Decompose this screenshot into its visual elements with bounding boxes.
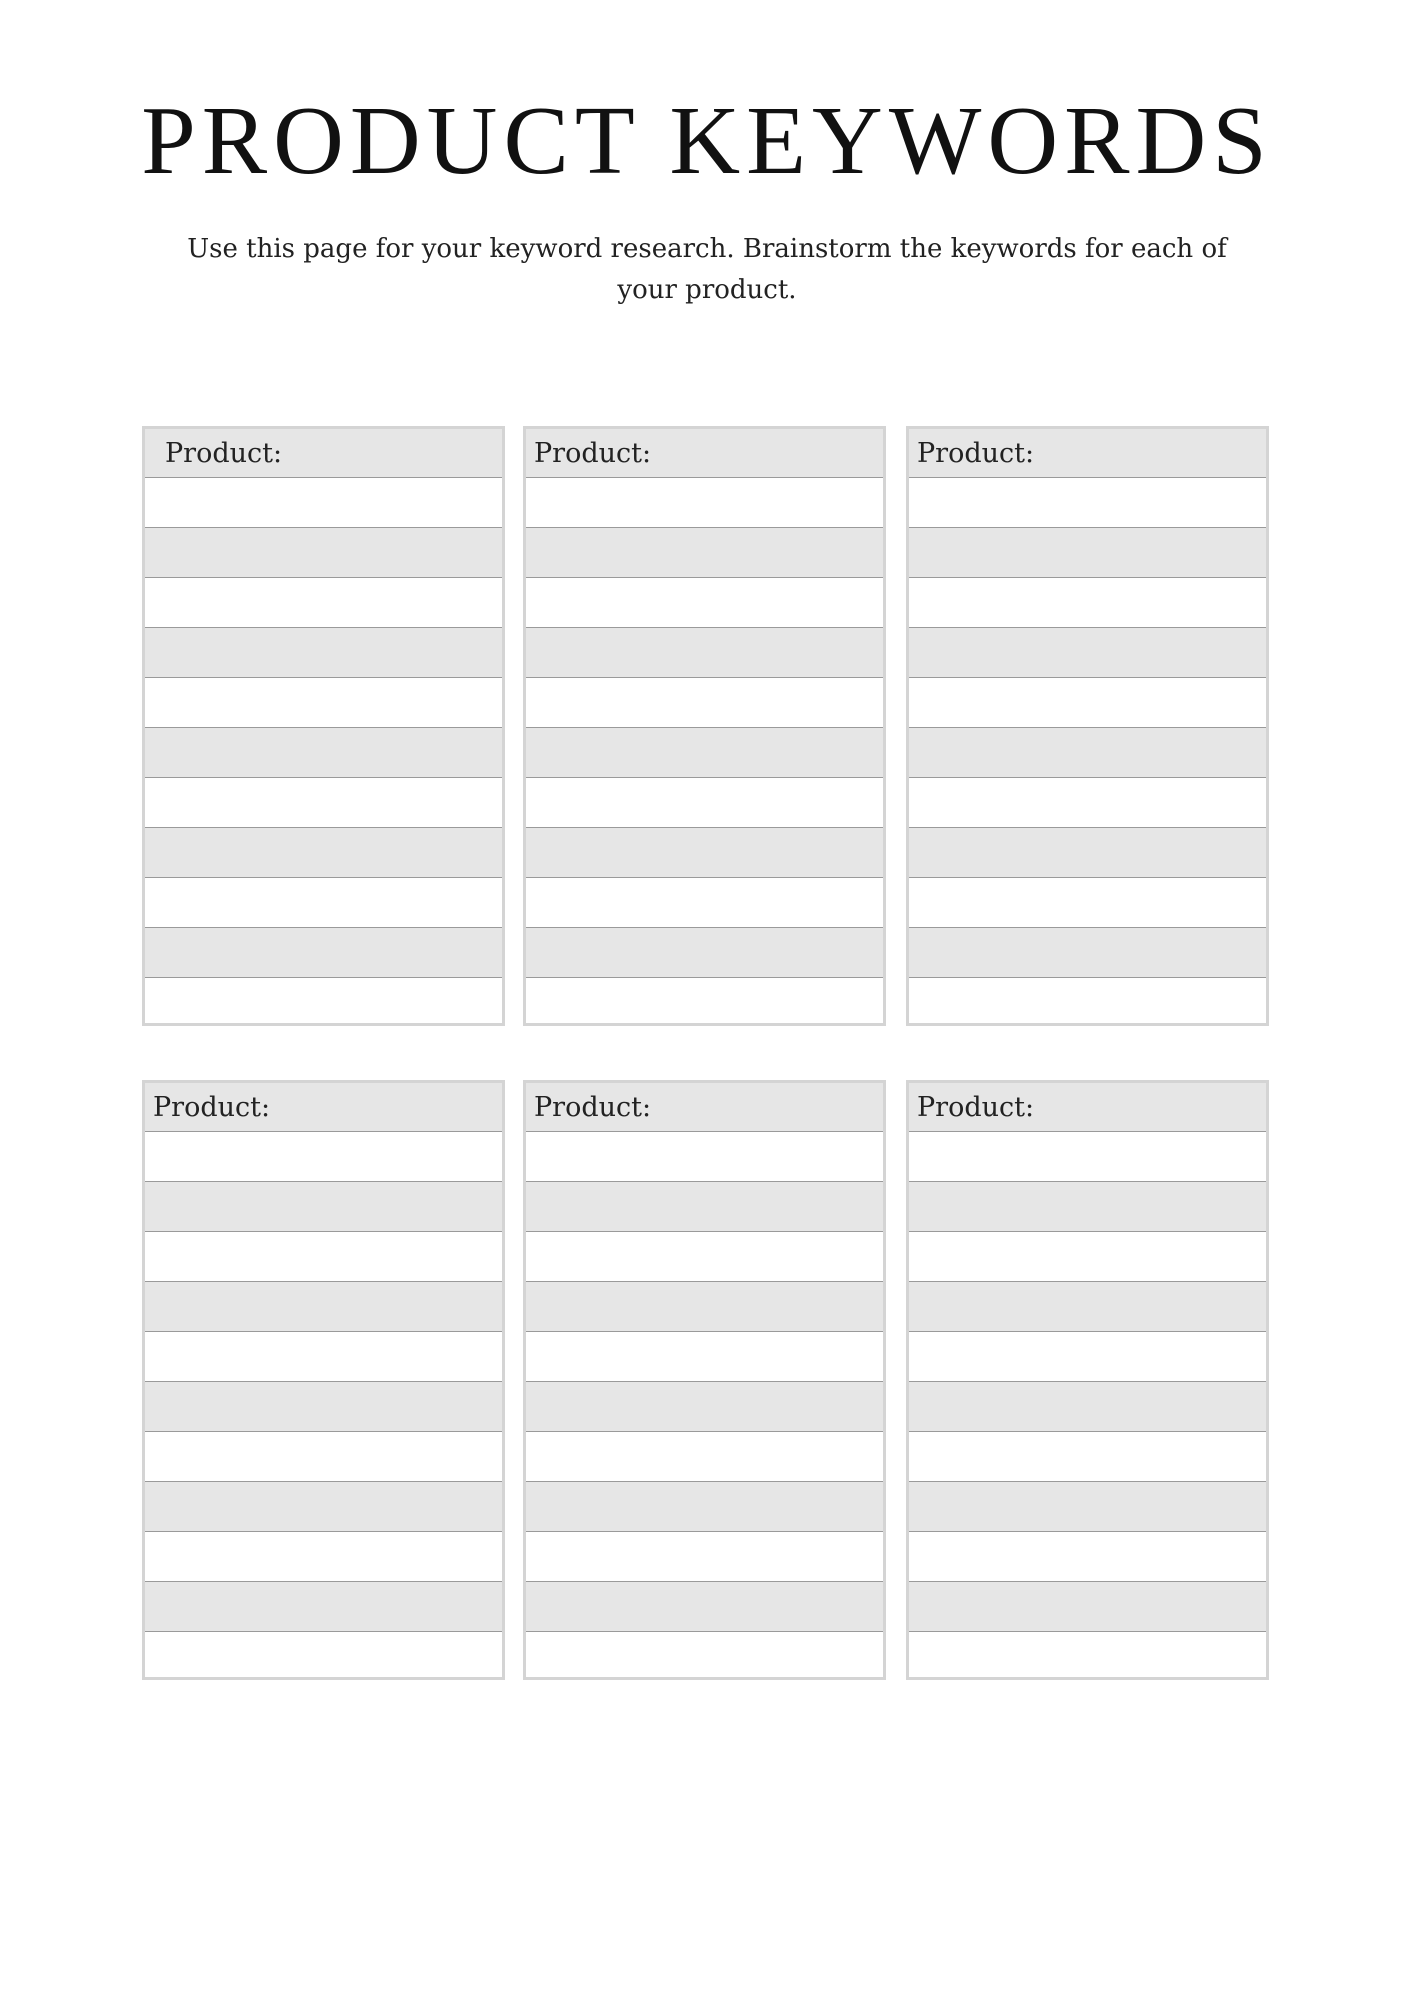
product-label[interactable]: Product: (145, 1083, 502, 1132)
keyword-row[interactable] (526, 478, 883, 528)
keyword-row[interactable] (909, 628, 1266, 678)
keyword-table-3 (906, 426, 1269, 1026)
keyword-row[interactable] (526, 1132, 883, 1182)
keyword-table-1 (142, 426, 505, 1026)
keyword-row[interactable] (526, 828, 883, 878)
keyword-row[interactable] (145, 1382, 502, 1432)
keyword-row[interactable] (909, 1632, 1266, 1682)
product-label[interactable]: Product: (909, 1083, 1266, 1132)
page-title: PRODUCT KEYWORDS (141, 87, 1273, 195)
keyword-row[interactable] (145, 728, 502, 778)
keyword-row[interactable] (145, 828, 502, 878)
keyword-row[interactable] (909, 1182, 1266, 1232)
keyword-row[interactable] (909, 528, 1266, 578)
keyword-row[interactable] (145, 928, 502, 978)
keyword-row[interactable] (145, 1232, 502, 1282)
keyword-row[interactable] (526, 1282, 883, 1332)
keyword-row[interactable] (145, 1432, 502, 1482)
keyword-table-4 (142, 1080, 505, 1680)
keyword-row[interactable] (526, 728, 883, 778)
keyword-row[interactable] (526, 1182, 883, 1232)
keyword-row[interactable] (909, 1282, 1266, 1332)
keyword-table-5 (523, 1080, 886, 1680)
keyword-row[interactable] (526, 878, 883, 928)
keyword-row[interactable] (145, 628, 502, 678)
product-label[interactable]: Product: (909, 429, 1266, 478)
keyword-row[interactable] (909, 478, 1266, 528)
keyword-row[interactable] (145, 1582, 502, 1632)
keyword-row[interactable] (909, 878, 1266, 928)
page-instructions: Use this page for your keyword research. Brainstorm the keywords for each of your product. (187, 234, 1227, 305)
keyword-row[interactable] (526, 1482, 883, 1532)
keyword-row[interactable] (145, 878, 502, 928)
keyword-row[interactable] (145, 478, 502, 528)
keyword-row[interactable] (909, 928, 1266, 978)
keyword-row[interactable] (909, 978, 1266, 1028)
keyword-row[interactable] (526, 578, 883, 628)
keyword-row[interactable] (909, 1582, 1266, 1632)
keyword-row[interactable] (145, 1632, 502, 1682)
product-label[interactable]: Product: (145, 429, 502, 478)
keyword-row[interactable] (145, 778, 502, 828)
keyword-row[interactable] (526, 1532, 883, 1582)
keyword-row[interactable] (909, 778, 1266, 828)
keyword-row[interactable] (526, 978, 883, 1028)
keyword-row[interactable] (145, 1332, 502, 1382)
keyword-row[interactable] (909, 1232, 1266, 1282)
keyword-row[interactable] (526, 778, 883, 828)
keyword-row[interactable] (909, 1532, 1266, 1582)
keyword-row[interactable] (526, 1432, 883, 1482)
keyword-row[interactable] (909, 678, 1266, 728)
keyword-row[interactable] (909, 728, 1266, 778)
keyword-row[interactable] (909, 1382, 1266, 1432)
keyword-row[interactable] (526, 1382, 883, 1432)
keyword-row[interactable] (909, 1132, 1266, 1182)
keyword-row[interactable] (145, 1282, 502, 1332)
keyword-row[interactable] (145, 1182, 502, 1232)
keyword-row[interactable] (909, 1332, 1266, 1382)
keyword-row[interactable] (145, 1482, 502, 1532)
keyword-row[interactable] (526, 1632, 883, 1682)
keyword-row[interactable] (145, 528, 502, 578)
keyword-row[interactable] (145, 678, 502, 728)
keyword-row[interactable] (145, 1532, 502, 1582)
keyword-row[interactable] (145, 1132, 502, 1182)
product-label[interactable]: Product: (526, 429, 883, 478)
keyword-row[interactable] (145, 978, 502, 1028)
keyword-row[interactable] (909, 828, 1266, 878)
keyword-row[interactable] (909, 1482, 1266, 1532)
keyword-row[interactable] (526, 678, 883, 728)
keyword-row[interactable] (145, 578, 502, 628)
keyword-row[interactable] (526, 928, 883, 978)
keyword-table-6 (906, 1080, 1269, 1680)
keyword-row[interactable] (526, 1232, 883, 1282)
keyword-table-2 (523, 426, 886, 1026)
keyword-row[interactable] (909, 578, 1266, 628)
keyword-row[interactable] (526, 528, 883, 578)
product-label[interactable]: Product: (526, 1083, 883, 1132)
keyword-row[interactable] (526, 1582, 883, 1632)
keyword-row[interactable] (526, 628, 883, 678)
keyword-row[interactable] (526, 1332, 883, 1382)
keyword-row[interactable] (909, 1432, 1266, 1482)
